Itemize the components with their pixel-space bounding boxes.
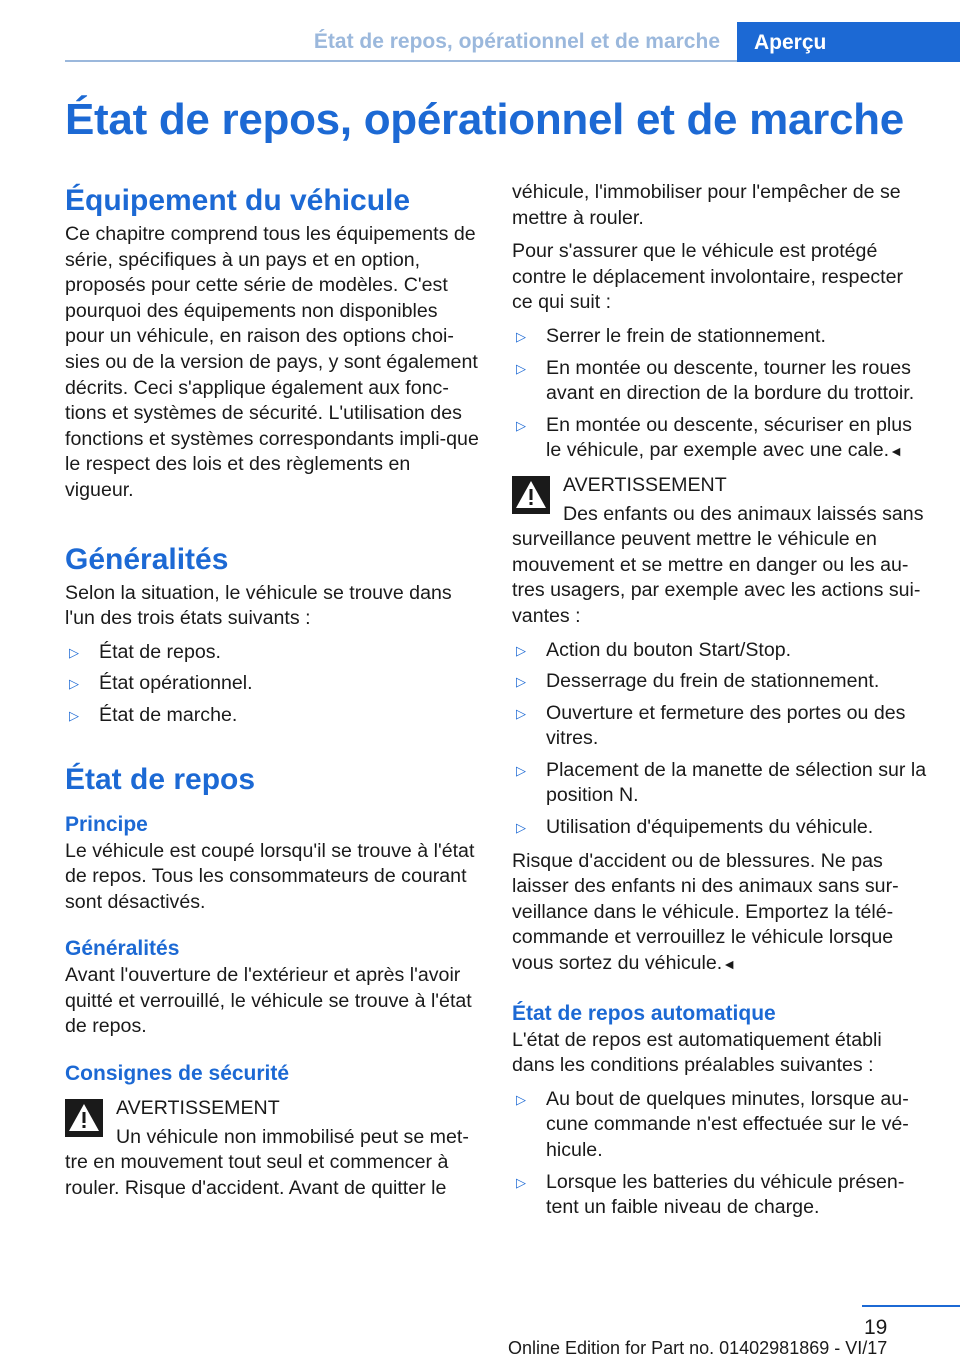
list-item: ▷ Au bout de quelques minutes, lorsque au-cune commande n'est effectuée sur le vé-hicule. — [512, 1087, 927, 1164]
warning-label: AVERTISSEMENT — [563, 473, 727, 496]
secure-list — [512, 324, 927, 465]
end-mark: ◄ — [889, 443, 903, 460]
end-mark: ◄ — [722, 956, 737, 973]
footer-edition: Online Edition for Part no. 01402981869 - VI/17 — [508, 1338, 888, 1358]
list-item: ▷ En montée ou descente, sécuriser en plus le véhicule, par exemple avec une cale.◄ — [512, 413, 927, 465]
warning-text: Des enfants ou des animaux laissés sans surveillance peuvent mettre le véhicule en mouvement et se mettre en danger ou les au-tres usagers, par exemple avec les actions sui-vantes : — [512, 502, 924, 627]
auto-list — [512, 1087, 927, 1221]
list-item: ▷ Action du bouton Start/Stop. — [512, 638, 927, 664]
triangle-bullet-icon: ▷ — [516, 762, 526, 778]
list-item: ▷ Desserrage du frein de stationnement. — [512, 669, 927, 695]
triangle-bullet-icon: ▷ — [516, 328, 526, 344]
warning-triangle-icon — [65, 1099, 103, 1137]
paragraph-secure: Pour s'assurer que le véhicule est protégé contre le déplacement involontaire, respecter ce qui suit : — [512, 240, 904, 314]
triangle-bullet-icon: ▷ — [69, 676, 79, 692]
triangle-bullet-icon: ▷ — [516, 1091, 526, 1107]
list-item: ▷ État de repos. — [65, 640, 480, 666]
page-number: 19 — [864, 1316, 888, 1339]
paragraph-continued: véhicule, l'immobiliser pour l'empêcher de se mettre à rouler. — [512, 181, 901, 229]
header-tab-apercu[interactable]: Aperçu — [737, 22, 960, 62]
paragraph-principle: Le véhicule est coupé lorsqu'il se trouve à l'état de repos. Tous les consommateurs de courant sont désactivés. — [65, 839, 475, 913]
header-section-title: État de repos, opérationnel et de marche — [313, 30, 720, 53]
states-list — [65, 640, 480, 729]
actions-list — [512, 638, 927, 841]
page-title: État de repos, opérationnel et de marche — [65, 95, 904, 144]
heading-equipment: Équipement du véhicule — [65, 184, 411, 217]
triangle-bullet-icon: ▷ — [516, 642, 526, 658]
list-item: ▷ Placement de la manette de sélection sur la position N. — [512, 758, 927, 809]
warning-triangle-icon — [512, 476, 550, 514]
paragraph-auto-rest: L'état de repos est automatiquement établi dans les conditions préalables suivantes : — [512, 1028, 882, 1077]
heading-general: Généralités — [65, 542, 229, 576]
heading-general-rest: Généralités — [65, 937, 180, 961]
triangle-bullet-icon: ▷ — [516, 820, 526, 836]
list-item: ▷ Utilisation d'équipements du véhicule. — [512, 815, 927, 841]
warning-label: AVERTISSEMENT — [116, 1097, 280, 1120]
heading-safety: Consignes de sécurité — [65, 1062, 290, 1086]
paragraph-equipment: Ce chapitre comprend tous les équipements de série, spécifiques à un pays et en option, proposés pour cette série de modèles. C'est pourquoi des équipements non disponibles pour un véhicule, en raison des options choi-sies ou de la version de pays, y sont également décrits. Ceci s'applique également aux fonc-tions et systèmes de sécurité. L'utilisation des fonctions et systèmes correspondants impli-que le respect des lois et des règlements en vigueur. — [65, 223, 479, 501]
warning-box — [65, 1096, 480, 1201]
triangle-bullet-icon: ▷ — [516, 1174, 526, 1190]
warning-box — [512, 473, 927, 630]
triangle-bullet-icon: ▷ — [516, 674, 526, 690]
triangle-bullet-icon: ▷ — [516, 360, 526, 376]
triangle-bullet-icon: ▷ — [69, 644, 79, 660]
list-item: ▷ En montée ou descente, tourner les roues avant en direction de la bordure du trottoir. — [512, 356, 927, 407]
list-item: ▷ État opérationnel. — [65, 671, 480, 697]
list-item: ▷ État de marche. — [65, 703, 480, 729]
heading-auto-rest: État de repos automatique — [512, 1001, 776, 1025]
right-column — [512, 180, 927, 1229]
heading-rest-state: État de repos — [65, 762, 256, 796]
list-item: ▷ Ouverture et fermeture des portes ou des vitres. — [512, 701, 927, 752]
triangle-bullet-icon: ▷ — [516, 705, 526, 721]
heading-principle: Principe — [65, 812, 148, 836]
list-item: ▷ Serrer le frein de stationnement. — [512, 324, 927, 350]
paragraph-risk: Risque d'accident ou de blessures. Ne pas laisser des enfants ni des animaux sans sur-veillance dans le véhicule. Emportez la télé-commande et verrouillez le véhicule lorsque vous sortez du véhicule.◄ — [512, 849, 899, 975]
paragraph-general-rest: Avant l'ouverture de l'extérieur et après l'avoir quitté et verrouillé, le véhicule se trouve à l'état de repos. — [65, 964, 472, 1038]
footer-rule — [862, 1305, 960, 1307]
left-column — [65, 182, 480, 1201]
paragraph-general: Selon la situation, le véhicule se trouve dans l'un des trois états suivants : — [65, 581, 452, 630]
warning-text: Un véhicule non immobilisé peut se met-tre en mouvement tout seul et commencer à rouler. Risque d'accident. Avant de quitter le — [65, 1125, 469, 1199]
triangle-bullet-icon: ▷ — [69, 707, 79, 723]
list-item: ▷ Lorsque les batteries du véhicule présen-tent un faible niveau de charge. — [512, 1170, 927, 1221]
triangle-bullet-icon: ▷ — [516, 417, 526, 433]
